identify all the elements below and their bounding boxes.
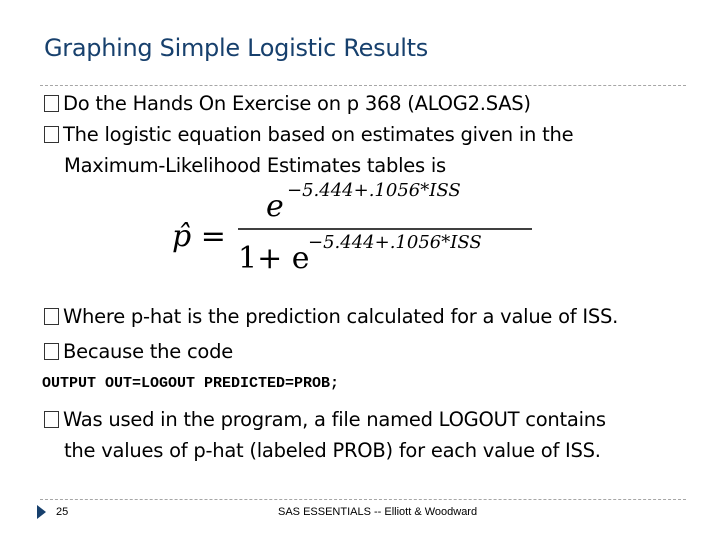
bullet-text: Do the Hands On Exercise on p 368 (ALOG2.SAS) [63,92,531,115]
bullet-text: Because the code [63,340,233,363]
formula-graphic [170,176,550,276]
footer-text: SAS ESSENTIALS -- Elliott & Woodward [278,506,478,518]
bullet-box-icon [44,126,59,143]
footer-arrow-icon [37,505,46,519]
title-divider [40,85,686,86]
bullet-text: The logistic equation based on estimates given in the [63,123,574,146]
bullet-box-icon [44,308,59,325]
bullet-box-icon [44,411,59,428]
bullet-box-icon [44,343,59,360]
bullet-text-continued: the values of p-hat (labeled PROB) for each value of ISS. [64,439,601,462]
footer-divider [40,499,686,500]
bullet-box-icon [44,95,59,112]
formula-lhs: p̂ = [172,219,226,254]
formula-numerator-exponent: −5.444+.1056*ISS [287,180,461,201]
bullet-text: Where p-hat is the prediction calculated for a value of ISS. [63,305,619,328]
bullet-logistic-equation [44,119,573,181]
bullet-text-continued: Maximum-Likelihood Estimates tables is [64,154,446,177]
slide-title: Graphing Simple Logistic Results [44,34,428,62]
bullet-hands-on-exercise [44,88,531,119]
page-number: 25 [56,506,69,518]
code-statement: OUTPUT OUT=LOGOUT PREDICTED=PROB; [42,375,340,392]
formula-numerator-base: e [266,189,284,224]
bullet-text: Was used in the program, a file named LOGOUT contains [63,408,606,431]
bullet-logout-file [44,404,606,466]
formula-denominator-exponent: −5.444+.1056*ISS [308,232,482,253]
bullet-because-code [44,336,233,367]
bullet-p-hat-definition [44,301,618,332]
formula-denominator: 1+ e [238,241,310,276]
logistic-formula [170,176,550,276]
